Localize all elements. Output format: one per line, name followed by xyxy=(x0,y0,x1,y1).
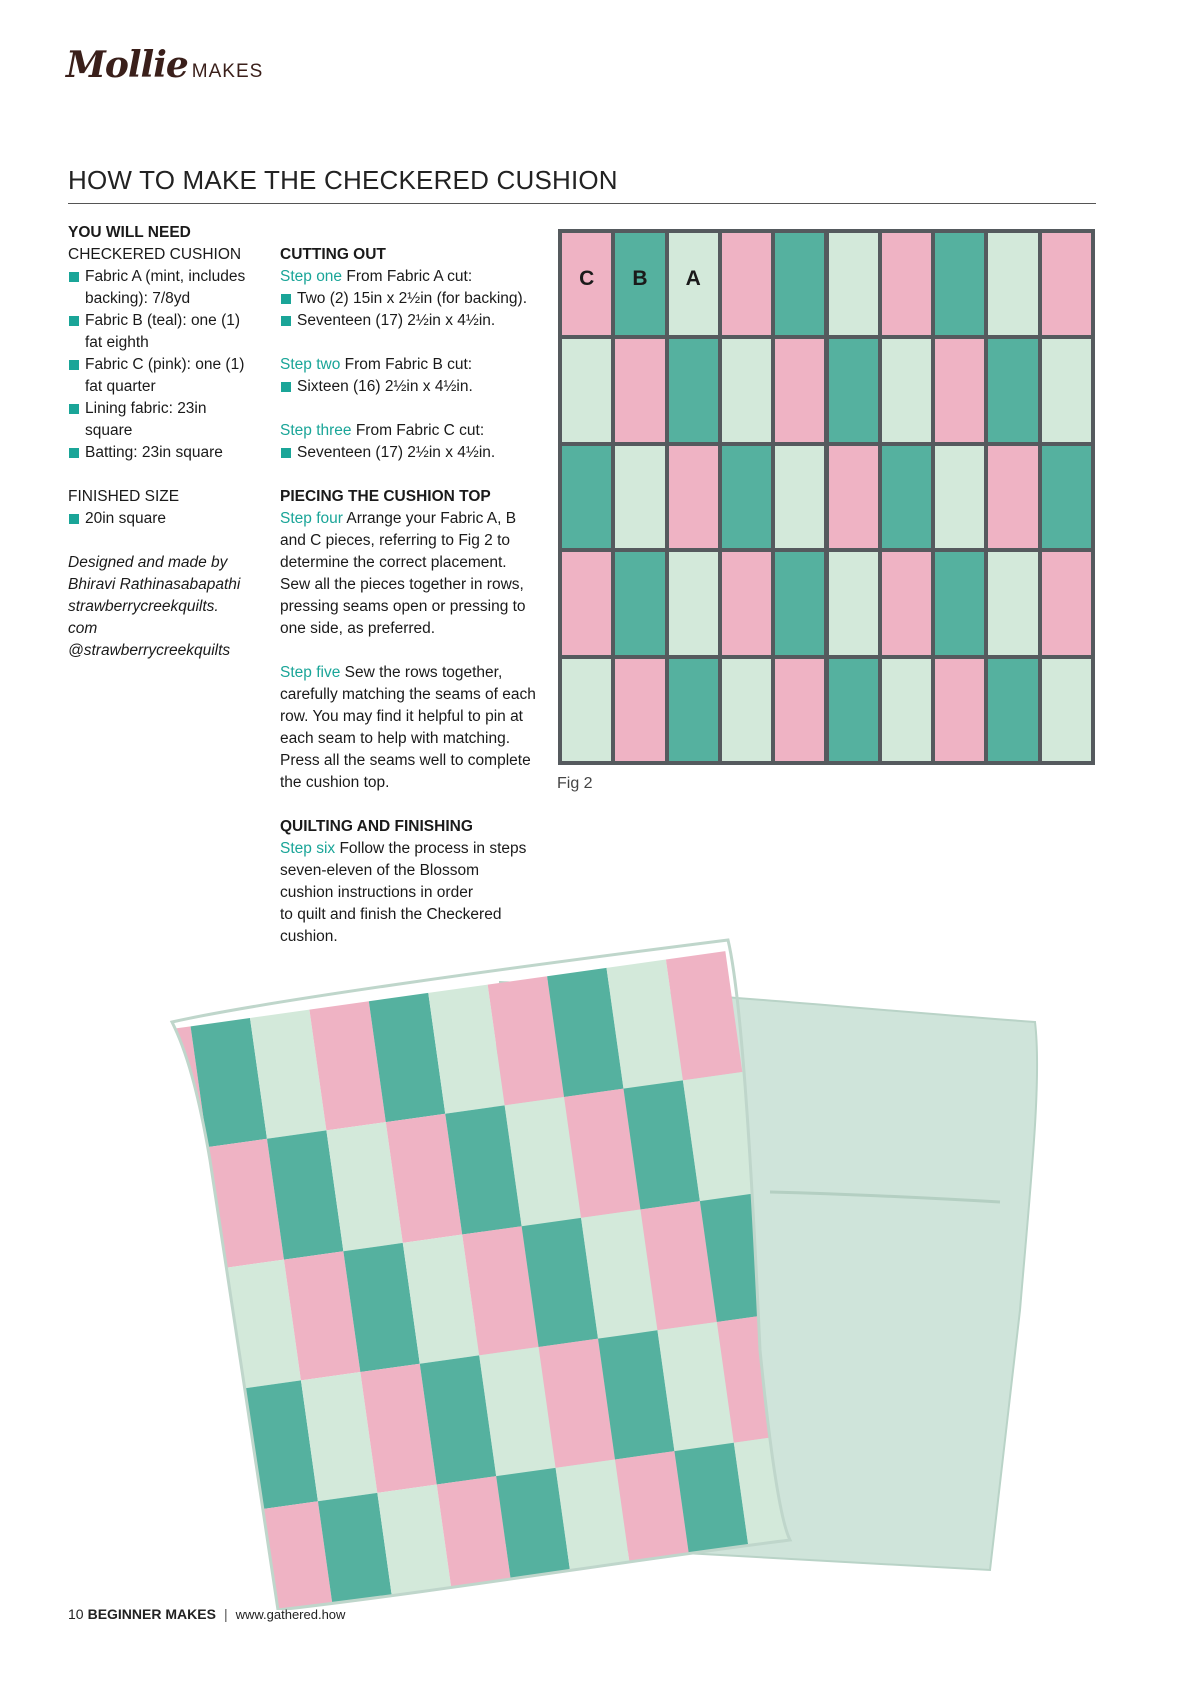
checkered-cushion-subheading: CHECKERED CUSHION xyxy=(68,246,242,263)
grid-cell xyxy=(669,339,718,441)
fig2-diagram xyxy=(558,229,1095,765)
grid-cell xyxy=(935,446,984,548)
list-item: Fabric B (teal): one (1) fat eighth xyxy=(68,310,268,354)
you-will-need-heading: YOU WILL NEED xyxy=(68,224,191,241)
grid-cell xyxy=(722,446,771,548)
grid-cell xyxy=(1042,339,1091,441)
list-item: Seventeen (17) 2½in x 4½in. xyxy=(280,442,540,464)
list-item: Sixteen (16) 2½in x 4½in. xyxy=(280,376,540,398)
step-four: Step four Arrange your Fabric A, B and C pieces, referring to Fig 2 to determine the correct placement. Sew all the pieces together in rows, pressing seams open or pressing to one side, as preferred. xyxy=(280,510,526,637)
grid-cell xyxy=(615,233,664,335)
step-one: Step one From Fabric A cut: xyxy=(280,268,473,285)
brand-makes: MAKES xyxy=(191,61,264,82)
grid-cell xyxy=(1042,659,1091,761)
grid-cell xyxy=(882,339,931,441)
grid-cell xyxy=(1042,233,1091,335)
list-item: Batting: 23in square xyxy=(68,442,268,464)
list-item: Lining fabric: 23in square xyxy=(68,398,268,442)
grid-cell xyxy=(882,446,931,548)
grid-cell xyxy=(722,659,771,761)
materials-column xyxy=(68,222,268,662)
materials-list xyxy=(68,266,268,464)
cell-letter: A xyxy=(685,267,701,290)
brand-script: Mollie xyxy=(66,44,188,86)
list-item: Seventeen (17) 2½in x 4½in. xyxy=(280,310,540,332)
fig2-label: Fig 2 xyxy=(557,775,593,792)
grid-cell xyxy=(1042,446,1091,548)
designer-credit: Designed and made by Bhiravi Rathinasabapathi strawberrycreekquilts. com @strawberrycreekquilts xyxy=(68,554,241,659)
grid-cell xyxy=(829,552,878,654)
grid-cell xyxy=(562,659,611,761)
grid-cell xyxy=(615,552,664,654)
step-three: Step three From Fabric C cut: xyxy=(280,422,485,439)
list-item: Fabric C (pink): one (1) fat quarter xyxy=(68,354,268,398)
grid-cell xyxy=(829,339,878,441)
grid-cell xyxy=(882,233,931,335)
section-name: BEGINNER MAKES xyxy=(87,1606,216,1622)
page-number: 10 xyxy=(68,1606,84,1622)
finished-size-heading: FINISHED SIZE xyxy=(68,488,180,505)
grid-cell xyxy=(882,659,931,761)
grid-cell xyxy=(775,446,824,548)
grid-cell xyxy=(615,659,664,761)
grid-cell xyxy=(935,233,984,335)
step-two: Step two From Fabric B cut: xyxy=(280,356,473,373)
footer-url[interactable]: www.gathered.how xyxy=(235,1606,346,1622)
grid-cell xyxy=(775,233,824,335)
list-item: 20in square xyxy=(68,508,268,530)
grid-cell xyxy=(562,446,611,548)
cell-letter: C xyxy=(579,267,595,290)
grid-cell xyxy=(829,233,878,335)
grid-cell xyxy=(829,659,878,761)
grid-cell xyxy=(669,659,718,761)
list-item: Fabric A (mint, includes backing): 7/8yd xyxy=(68,266,268,310)
list-item: Two (2) 15in x 2½in (for backing). xyxy=(280,288,540,310)
grid-cell xyxy=(775,339,824,441)
grid-cell xyxy=(935,659,984,761)
grid-cell xyxy=(935,339,984,441)
grid-cell xyxy=(669,552,718,654)
grid-cell xyxy=(615,446,664,548)
step-six: Step six Follow the process in steps seven-eleven of the Blossom cushion instructions in order to quilt and finish the Checkered cushion. xyxy=(280,840,527,945)
grid-cell xyxy=(775,659,824,761)
grid-cell xyxy=(988,659,1037,761)
title-divider xyxy=(68,203,1096,204)
grid-cell xyxy=(988,233,1037,335)
piecing-heading: PIECING THE CUSHION TOP xyxy=(280,488,491,505)
grid-cell xyxy=(935,552,984,654)
page-footer xyxy=(68,1606,345,1622)
finished-size-list xyxy=(68,508,268,530)
grid-cell xyxy=(722,339,771,441)
grid-cell xyxy=(988,552,1037,654)
page-title: HOW TO MAKE THE CHECKERED CUSHION xyxy=(68,165,618,195)
grid-cell xyxy=(722,233,771,335)
grid-cell xyxy=(562,339,611,441)
grid-cell xyxy=(722,552,771,654)
cell-letter: B xyxy=(632,267,648,290)
grid-cell xyxy=(882,552,931,654)
grid-cell xyxy=(562,233,611,335)
brand-logo xyxy=(66,44,263,86)
quilting-heading: QUILTING AND FINISHING xyxy=(280,818,473,835)
grid-cell xyxy=(988,446,1037,548)
step-five: Step five Sew the rows together, carefully matching the seams of each row. You may find it helpful to pin at each seam to help with matching. Press all the seams well to complete the cushion top. xyxy=(280,664,536,791)
grid-cell xyxy=(615,339,664,441)
grid-cell xyxy=(988,339,1037,441)
instructions-column xyxy=(280,244,540,948)
grid-cell xyxy=(669,446,718,548)
grid-cell xyxy=(669,233,718,335)
grid-cell xyxy=(562,552,611,654)
grid-cell xyxy=(829,446,878,548)
grid-cell xyxy=(1042,552,1091,654)
cutting-out-heading: CUTTING OUT xyxy=(280,246,386,263)
footer-separator: | xyxy=(223,1606,228,1622)
cushion-photo xyxy=(150,930,1090,1610)
grid-cell xyxy=(775,552,824,654)
